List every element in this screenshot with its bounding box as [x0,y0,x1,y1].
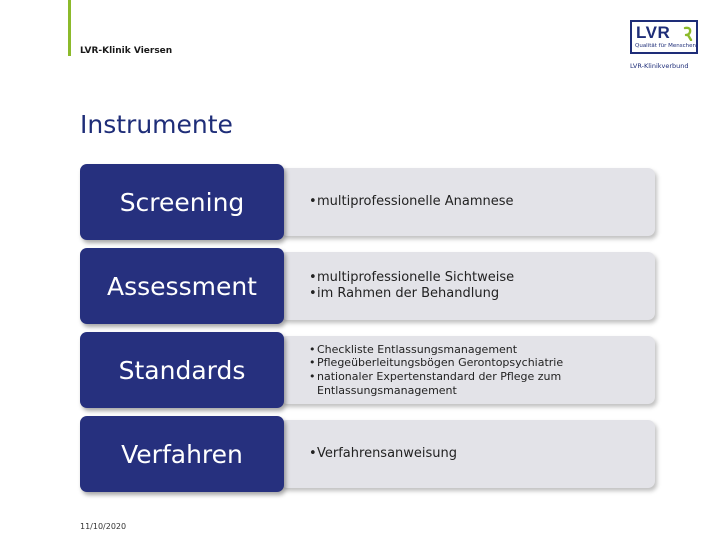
header-accent-bar [68,0,71,56]
instrument-label-box [80,416,284,492]
instrument-content-box [280,252,655,320]
instrument-content-box [280,168,655,236]
instrument-label: Standards [118,355,246,385]
lvr-logo-network: LVR-Klinikverbund [630,62,689,70]
instrument-content-box [280,336,655,404]
instrument-label-box [80,164,284,240]
instrument-label: Verfahren [121,439,243,469]
bullet-item: • Checkliste Entlassungsmanagement [310,343,620,357]
instrument-label-box [80,332,284,408]
instrument-row-screening [80,162,660,242]
slide-date: 11/10/2020 [80,522,127,531]
lvr-logo-text: LVR [636,23,671,42]
bullet-list [280,446,457,462]
bullet-list [280,270,514,303]
lvr-logo-box [630,20,698,54]
bullet-item: • multiprofessionelle Sichtweise [310,270,514,286]
bullet-list [280,194,514,210]
lvr-logo-mark-icon [682,25,694,41]
instrument-row-standards [80,330,660,410]
instrument-row-verfahren [80,414,660,494]
bullet-item: • multiprofessionelle Anamnese [310,194,514,210]
bullet-item: • Pflegeüberleitungsbögen Gerontopsychiatrie [310,356,620,370]
lvr-logo-tagline: Qualität für Menschen [635,43,696,49]
instrument-label: Assessment [107,271,257,301]
instrument-label-box [80,248,284,324]
bullet-item: • Verfahrensanweisung [310,446,457,462]
bullet-item: • im Rahmen der Behandlung [310,286,514,302]
instrument-row-assessment [80,246,660,326]
slide-title: Instrumente [80,110,233,139]
bullet-item: • nationaler Expertenstandard der Pflege zum Entlassungsmanagement [310,370,620,398]
bullet-list [280,343,620,398]
instrument-content-box [280,420,655,488]
instrument-label: Screening [119,187,245,217]
lvr-logo [630,20,702,72]
organization-name: LVR-Klinik Viersen [80,46,173,56]
